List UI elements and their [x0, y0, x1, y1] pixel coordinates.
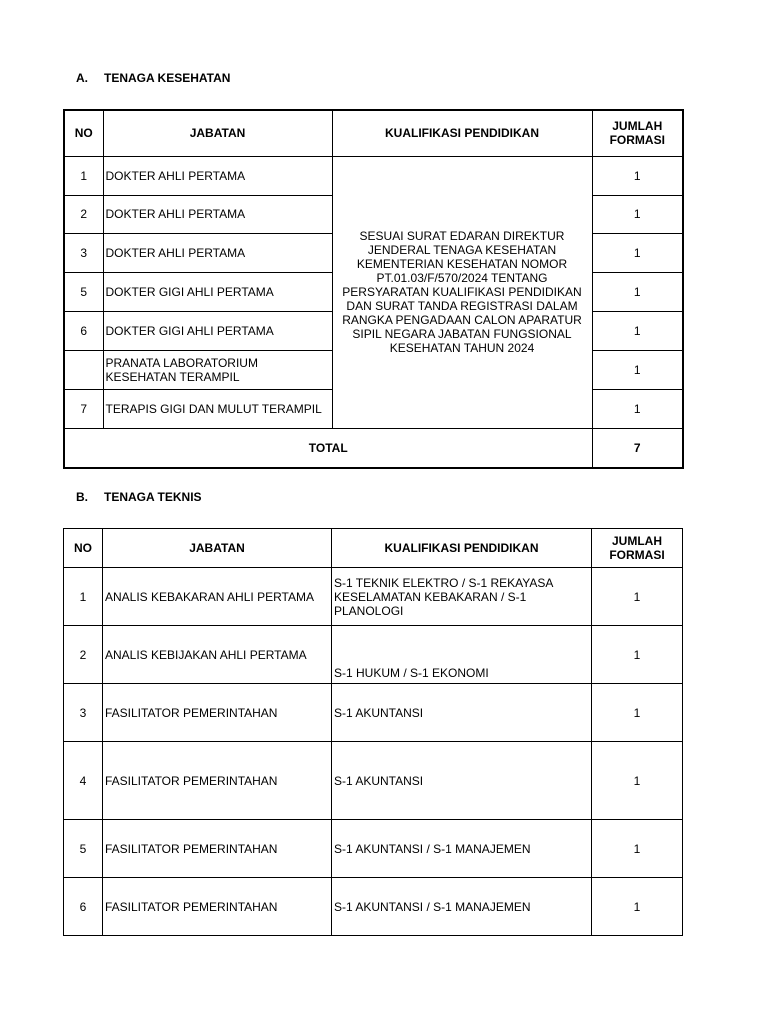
row-jabatan: DOKTER GIGI AHLI PERTAMA	[103, 311, 332, 350]
table-row	[64, 820, 683, 878]
row-no	[64, 350, 103, 389]
row-jumlah: 1	[592, 684, 683, 742]
header-jumlah-line1: JUMLAH	[612, 534, 662, 548]
table-row	[64, 878, 683, 936]
header-jumlah-line2: FORMASI	[609, 548, 665, 562]
row-kualifikasi: S-1 TEKNIK ELEKTRO / S-1 REKAYASA KESELAMATAN KEBAKARAN / S-1 PLANOLOGI	[332, 568, 592, 626]
row-jabatan: DOKTER AHLI PERTAMA	[103, 156, 332, 195]
row-kualifikasi: S-1 AKUNTANSI / S-1 MANAJEMEN	[332, 878, 592, 936]
table-header-row	[64, 110, 683, 156]
row-jumlah: 1	[592, 568, 683, 626]
row-jabatan: TERAPIS GIGI DAN MULUT TERAMPIL	[103, 389, 332, 428]
row-jabatan: ANALIS KEBAKARAN AHLI PERTAMA	[103, 568, 332, 626]
section-a-title	[76, 71, 230, 85]
section-a-heading: TENAGA KESEHATAN	[104, 71, 231, 85]
row-no: 6	[64, 311, 103, 350]
header-kualifikasi: KUALIFIKASI PENDIDIKAN	[332, 529, 592, 568]
header-no: NO	[64, 529, 103, 568]
table-row	[64, 626, 683, 684]
header-no: NO	[64, 110, 103, 156]
row-no: 5	[64, 272, 103, 311]
row-no: 2	[64, 195, 103, 233]
row-jumlah: 1	[592, 878, 683, 936]
total-value: 7	[592, 428, 683, 468]
kualifikasi-shared: SESUAI SURAT EDARAN DIREKTUR JENDERAL TENAGA KESEHATAN KEMENTERIAN KESEHATAN NOMOR PT.01.03/F/570/2024 TENTANG PERSYARATAN KUALIFIKASI PENDIDIKAN DAN SURAT TANDA REGISTRASI DALAM RANGKA PENGADAAN CALON APARATUR SIPIL NEGARA JABATAN FUNGSIONAL KESEHATAN TAHUN 2024	[332, 156, 592, 428]
row-no: 5	[64, 820, 103, 878]
row-jumlah: 1	[592, 350, 683, 389]
row-jumlah: 1	[592, 389, 683, 428]
row-jumlah: 1	[592, 311, 683, 350]
row-kualifikasi: S-1 AKUNTANSI	[332, 742, 592, 820]
row-jabatan: DOKTER AHLI PERTAMA	[103, 233, 332, 272]
row-no: 6	[64, 878, 103, 936]
row-jumlah: 1	[592, 742, 683, 820]
section-b-heading: TENAGA TEKNIS	[104, 490, 202, 504]
header-jumlah-line1: JUMLAH	[612, 119, 663, 134]
row-no: 1	[64, 156, 103, 195]
table-row	[64, 684, 683, 742]
row-kualifikasi: S-1 HUKUM / S-1 EKONOMI	[332, 626, 592, 684]
row-jabatan: ANALIS KEBIJAKAN AHLI PERTAMA	[103, 626, 332, 684]
row-no: 1	[64, 568, 103, 626]
row-jabatan: FASILITATOR PEMERINTAHAN	[103, 742, 332, 820]
row-no: 3	[64, 233, 103, 272]
row-kualifikasi: S-1 AKUNTANSI	[332, 684, 592, 742]
row-jabatan: FASILITATOR PEMERINTAHAN	[103, 684, 332, 742]
row-jumlah: 1	[592, 272, 683, 311]
section-b-title	[76, 490, 202, 504]
row-kualifikasi: S-1 AKUNTANSI / S-1 MANAJEMEN	[332, 820, 592, 878]
row-jumlah: 1	[592, 820, 683, 878]
header-jabatan: JABATAN	[103, 110, 332, 156]
total-label: TOTAL	[64, 428, 592, 468]
row-jabatan: PRANATA LABORATORIUM KESEHATAN TERAMPIL	[103, 350, 332, 389]
table-row	[64, 742, 683, 820]
section-b-letter: B.	[76, 490, 88, 504]
table-row	[64, 568, 683, 626]
header-jumlah-line2: FORMASI	[609, 133, 665, 148]
table-tenaga-kesehatan	[63, 109, 684, 469]
row-jumlah: 1	[592, 195, 683, 233]
row-jabatan: FASILITATOR PEMERINTAHAN	[103, 820, 332, 878]
table-tenaga-teknis	[63, 528, 683, 936]
table-row	[64, 156, 683, 195]
row-no: 7	[64, 389, 103, 428]
row-no: 4	[64, 742, 103, 820]
row-jumlah: 1	[592, 233, 683, 272]
header-jabatan: JABATAN	[103, 529, 332, 568]
row-jumlah: 1	[592, 156, 683, 195]
row-jabatan: DOKTER GIGI AHLI PERTAMA	[103, 272, 332, 311]
header-jumlah	[592, 529, 683, 568]
row-jabatan: FASILITATOR PEMERINTAHAN	[103, 878, 332, 936]
header-jumlah	[592, 110, 683, 156]
section-a-letter: A.	[76, 71, 88, 85]
table-header-row	[64, 529, 683, 568]
row-jumlah: 1	[592, 626, 683, 684]
row-no: 3	[64, 684, 103, 742]
row-no: 2	[64, 626, 103, 684]
header-kualifikasi: KUALIFIKASI PENDIDIKAN	[332, 110, 592, 156]
total-row	[64, 428, 683, 468]
row-jabatan: DOKTER AHLI PERTAMA	[103, 195, 332, 233]
